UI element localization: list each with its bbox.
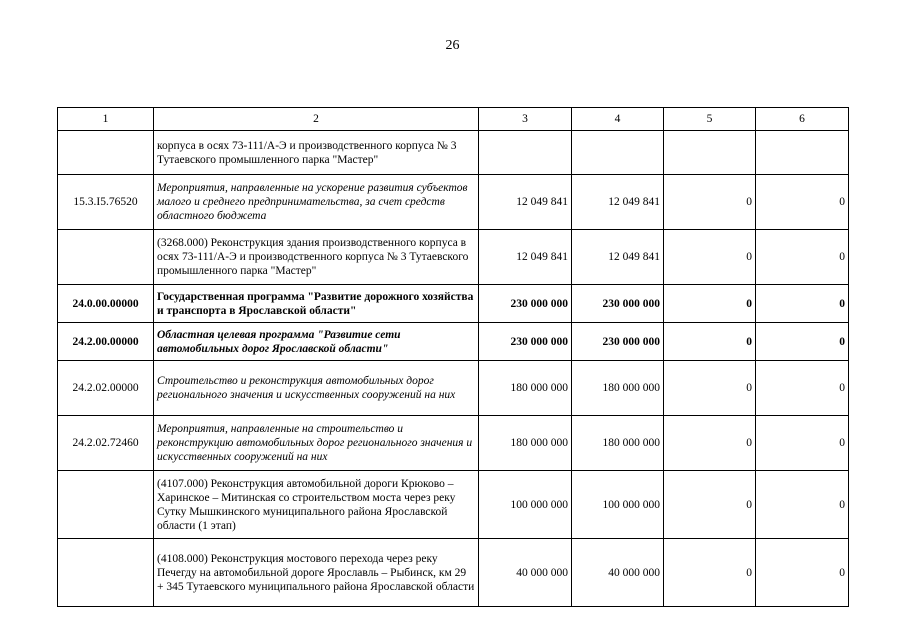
row-value-5: 0: [664, 361, 756, 416]
row-value-5: 0: [664, 285, 756, 323]
row-value-5: 0: [664, 471, 756, 539]
row-value-6: 0: [756, 323, 849, 361]
row-value-3: 180 000 000: [479, 416, 572, 471]
column-header: 3: [479, 108, 572, 131]
row-value-3: 230 000 000: [479, 323, 572, 361]
row-value-5: 0: [664, 175, 756, 230]
row-value-4: 40 000 000: [572, 539, 664, 607]
row-code: [58, 230, 154, 285]
row-value-5: 0: [664, 539, 756, 607]
table-row: [58, 131, 849, 175]
row-value-3: 230 000 000: [479, 285, 572, 323]
row-value-4: 12 049 841: [572, 175, 664, 230]
row-code: 24.0.00.00000: [58, 285, 154, 323]
table-row: [58, 361, 849, 416]
row-value-4: 12 049 841: [572, 230, 664, 285]
column-header: 5: [664, 108, 756, 131]
page-number: 26: [445, 38, 460, 53]
row-value-4: 230 000 000: [572, 285, 664, 323]
row-name: Областная целевая программа "Развитие сети автомобильных дорог Ярославской области": [154, 323, 479, 361]
row-value-4: 180 000 000: [572, 416, 664, 471]
row-value-6: [756, 131, 849, 175]
row-value-3: 180 000 000: [479, 361, 572, 416]
row-value-6: 0: [756, 230, 849, 285]
table-row: [58, 230, 849, 285]
row-value-6: 0: [756, 471, 849, 539]
row-code: 24.2.00.00000: [58, 323, 154, 361]
row-value-4: 100 000 000: [572, 471, 664, 539]
row-name: корпуса в осях 73-111/А-Э и производственного корпуса № 3 Тутаевского промышленного парка "Мастер": [154, 131, 479, 175]
table-row: [58, 471, 849, 539]
row-value-5: [664, 131, 756, 175]
row-value-3: 100 000 000: [479, 471, 572, 539]
row-value-5: 0: [664, 230, 756, 285]
row-value-4: [572, 131, 664, 175]
table-row: [58, 539, 849, 607]
row-code: [58, 539, 154, 607]
table-row: [58, 416, 849, 471]
row-value-3: 40 000 000: [479, 539, 572, 607]
table-header-row: [58, 108, 849, 131]
row-value-6: 0: [756, 285, 849, 323]
row-value-5: 0: [664, 323, 756, 361]
row-value-6: 0: [756, 175, 849, 230]
row-value-3: 12 049 841: [479, 175, 572, 230]
row-value-6: 0: [756, 539, 849, 607]
row-code: 24.2.02.00000: [58, 361, 154, 416]
column-header: 2: [154, 108, 479, 131]
row-name: (3268.000) Реконструкция здания производственного корпуса в осях 73-111/А-Э и производственного корпуса № 3 Тутаевского промышленного парка "Мастер": [154, 230, 479, 285]
row-name: (4108.000) Реконструкция мостового перехода через реку Печегду на автомобильной дороге Ярославль – Рыбинск, км 29 + 345 Тутаевского муниципального района Ярославской области: [154, 539, 479, 607]
column-header: 6: [756, 108, 849, 131]
row-value-5: 0: [664, 416, 756, 471]
row-value-4: 230 000 000: [572, 323, 664, 361]
row-name: Государственная программа "Развитие дорожного хозяйства и транспорта в Ярославской области": [154, 285, 479, 323]
row-code: [58, 471, 154, 539]
table-row: [58, 175, 849, 230]
row-value-3: [479, 131, 572, 175]
row-code: 15.3.I5.76520: [58, 175, 154, 230]
row-name: Мероприятия, направленные на ускорение развития субъектов малого и среднего предпринимательства, за счет средств областного бюджета: [154, 175, 479, 230]
table-row: [58, 285, 849, 323]
row-name: (4107.000) Реконструкция автомобильной дороги Крюково – Харинское – Митинская со строительством моста через реку Сутку Мышкинского муниципального района Ярославской области (1 этап): [154, 471, 479, 539]
row-code: [58, 131, 154, 175]
row-value-6: 0: [756, 361, 849, 416]
row-value-6: 0: [756, 416, 849, 471]
column-header: 4: [572, 108, 664, 131]
row-name: Мероприятия, направленные на строительство и реконструкцию автомобильных дорог регионального значения и искусственных сооружений на них: [154, 416, 479, 471]
column-header: 1: [58, 108, 154, 131]
row-name: Строительство и реконструкция автомобильных дорог регионального значения и искусственных сооружений на них: [154, 361, 479, 416]
row-value-4: 180 000 000: [572, 361, 664, 416]
table-row: [58, 323, 849, 361]
row-value-3: 12 049 841: [479, 230, 572, 285]
budget-table: [57, 107, 849, 607]
row-code: 24.2.02.72460: [58, 416, 154, 471]
